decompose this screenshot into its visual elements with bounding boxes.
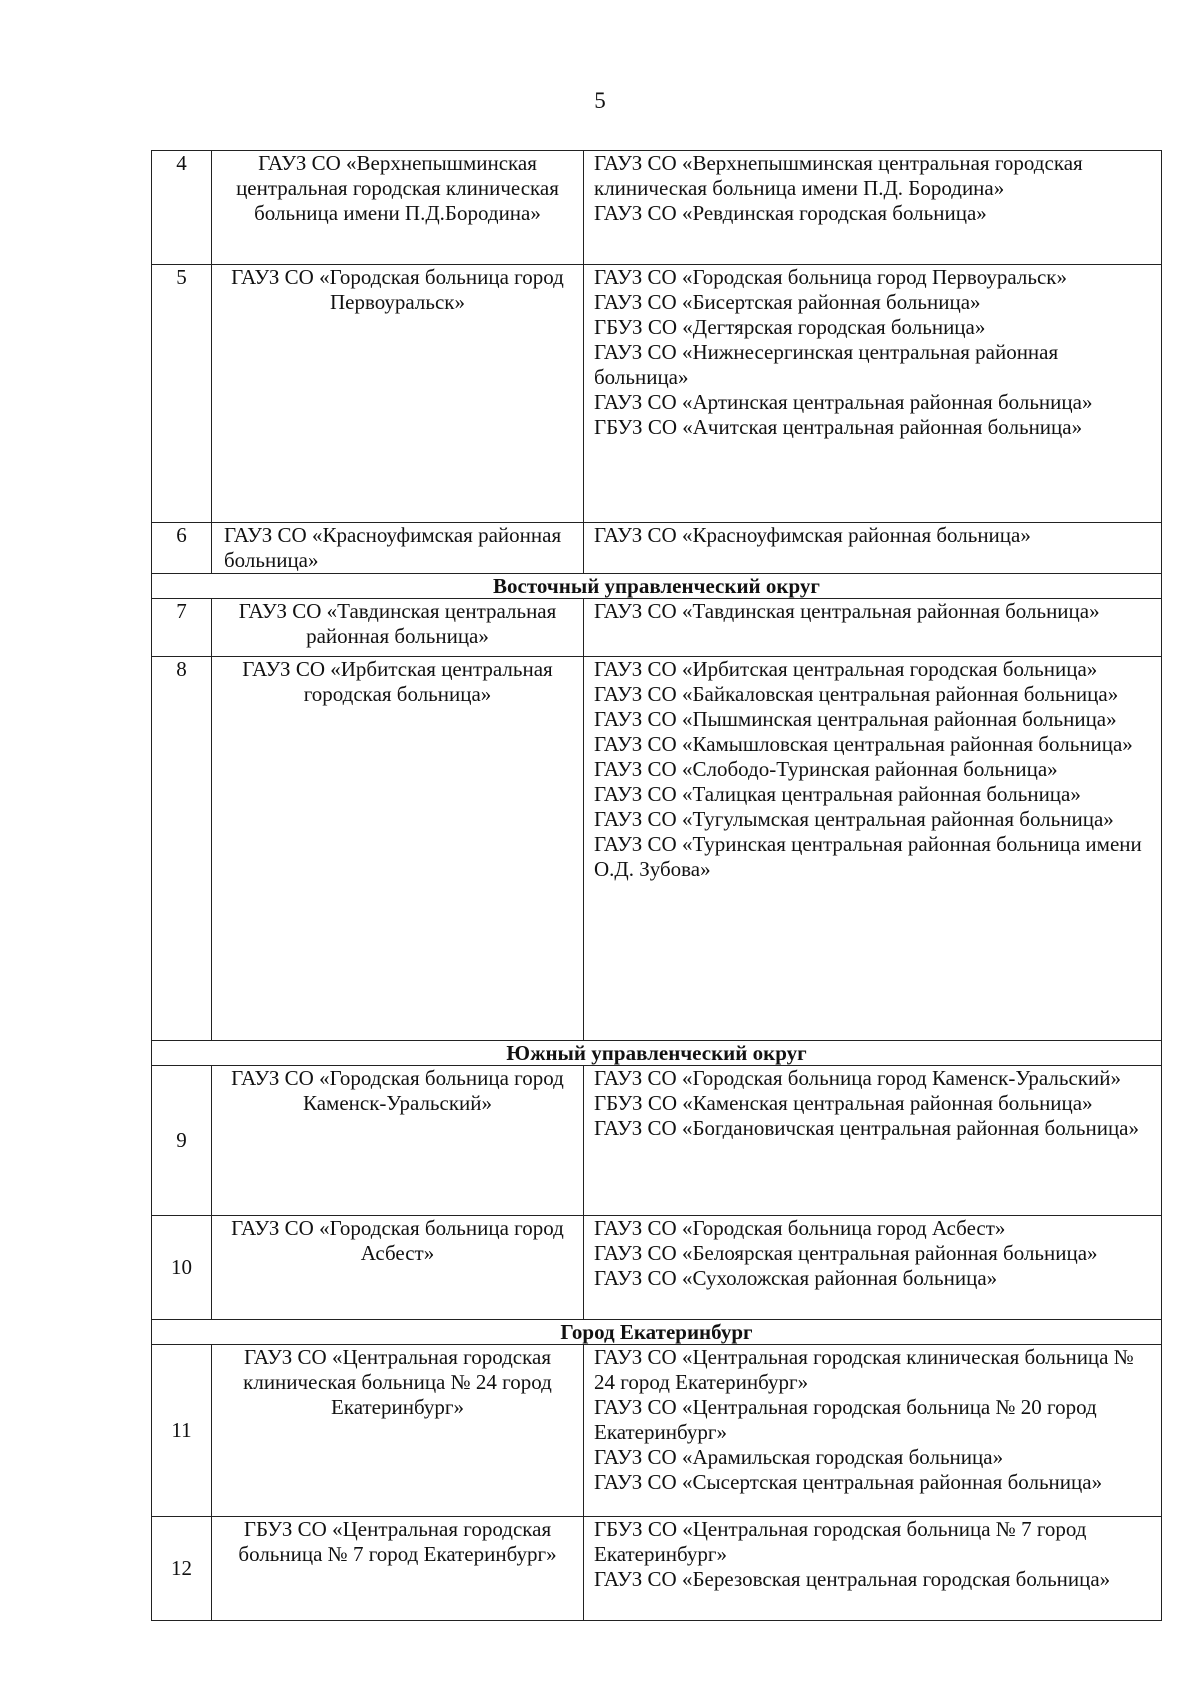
list-item: ГАУЗ СО «Сысертская центральная районная больница»: [594, 1470, 1103, 1494]
list-item: ГАУЗ СО «Байкаловская центральная районная больница»: [594, 682, 1119, 706]
main-hospital: ГАУЗ СО «Городская больница город Асбест»: [212, 1216, 584, 1320]
main-hospital: ГАУЗ СО «Центральная городская клиническая больница № 24 город Екатеринбург»: [212, 1345, 584, 1517]
list-item: ГАУЗ СО «Городская больница город Первоуральск»: [594, 265, 1067, 289]
list-item: ГАУЗ СО «Богдановичская центральная районная больница»: [594, 1116, 1140, 1140]
attached-hospitals: [584, 523, 1162, 574]
attached-hospitals: [584, 1517, 1162, 1621]
attached-hospitals: [584, 1066, 1162, 1216]
row-number: 9: [152, 1066, 212, 1216]
list-item: ГАУЗ СО «Талицкая центральная районная больница»: [594, 782, 1081, 806]
list-item: ГАУЗ СО «Арамильская городская больница»: [594, 1445, 1004, 1469]
list-item: ГАУЗ СО «Красноуфимская районная больница»: [594, 523, 1031, 547]
table-row: [152, 1066, 1162, 1216]
table-row: [152, 1517, 1162, 1621]
page-number: 5: [594, 88, 606, 113]
section-header-row: [152, 574, 1162, 599]
main-hospital: ГАУЗ СО «Тавдинская центральная районная больница»: [212, 599, 584, 657]
attached-hospitals: [584, 657, 1162, 1041]
list-item: ГАУЗ СО «Бисертская районная больница»: [594, 290, 981, 314]
section-title: Южный управленческий округ: [152, 1041, 1162, 1066]
hospital-table: [151, 150, 1162, 1621]
list-item: ГАУЗ СО «Городская больница город Каменск-Уральский»: [594, 1066, 1121, 1090]
attached-hospitals: [584, 151, 1162, 265]
list-item: ГАУЗ СО «Пышминская центральная районная больница»: [594, 707, 1117, 731]
section-header-row: [152, 1041, 1162, 1066]
list-item: ГАУЗ СО «Березовская центральная городская больница»: [594, 1567, 1111, 1591]
main-hospital: ГБУЗ СО «Центральная городская больница № 7 город Екатеринбург»: [212, 1517, 584, 1621]
main-hospital: ГАУЗ СО «Городская больница город Каменск-Уральский»: [212, 1066, 584, 1216]
list-item: ГБУЗ СО «Дегтярская городская больница»: [594, 315, 986, 339]
main-hospital: ГАУЗ СО «Ирбитская центральная городская больница»: [212, 657, 584, 1041]
list-item: ГАУЗ СО «Тугулымская центральная районная больница»: [594, 807, 1114, 831]
attached-hospitals: [584, 265, 1162, 523]
list-item: ГАУЗ СО «Слободо-Туринская районная больница»: [594, 757, 1058, 781]
list-item: ГАУЗ СО «Белоярская центральная районная больница»: [594, 1241, 1098, 1265]
main-hospital: ГАУЗ СО «Красноуфимская районная больница»: [212, 523, 584, 574]
list-item: ГАУЗ СО «Сухоложская районная больница»: [594, 1266, 998, 1290]
section-title: Город Екатеринбург: [152, 1320, 1162, 1345]
table-row: [152, 657, 1162, 1041]
row-number: 11: [152, 1345, 212, 1517]
list-item: ГАУЗ СО «Центральная городская клиническая больница № 24 город Екатеринбург»: [594, 1345, 1134, 1394]
section-header-row: [152, 1320, 1162, 1345]
list-item: ГАУЗ СО «Центральная городская больница № 20 город Екатеринбург»: [594, 1395, 1097, 1444]
row-number: 10: [152, 1216, 212, 1320]
list-item: ГАУЗ СО «Верхнепышминская центральная городская клиническая больница имени П.Д. Бородина»: [594, 151, 1083, 200]
list-item: ГБУЗ СО «Каменская центральная районная больница»: [594, 1091, 1093, 1115]
row-number: 4: [152, 151, 212, 265]
list-item: ГАУЗ СО «Артинская центральная районная больница»: [594, 390, 1093, 414]
table-row: [152, 265, 1162, 523]
row-number: 12: [152, 1517, 212, 1621]
main-hospital: ГАУЗ СО «Верхнепышминская центральная городская клиническая больница имени П.Д.Бородина»: [212, 151, 584, 265]
list-item: ГБУЗ СО «Ачитская центральная районная больница»: [594, 415, 1083, 439]
attached-hospitals: [584, 1345, 1162, 1517]
row-number: 6: [152, 523, 212, 574]
table-row: [152, 151, 1162, 265]
list-item: ГАУЗ СО «Нижнесергинская центральная районная больница»: [594, 340, 1059, 389]
section-title: Восточный управленческий округ: [152, 574, 1162, 599]
row-number: 7: [152, 599, 212, 657]
list-item: ГАУЗ СО «Камышловская центральная районная больница»: [594, 732, 1133, 756]
attached-hospitals: [584, 599, 1162, 657]
table-row: [152, 1216, 1162, 1320]
table-row: [152, 1345, 1162, 1517]
row-number: 8: [152, 657, 212, 1041]
list-item: ГАУЗ СО «Туринская центральная районная больница имени О.Д. Зубова»: [594, 832, 1142, 881]
table-row: [152, 523, 1162, 574]
attached-hospitals: [584, 1216, 1162, 1320]
row-number: 5: [152, 265, 212, 523]
list-item: ГАУЗ СО «Ревдинская городская больница»: [594, 201, 987, 225]
list-item: ГАУЗ СО «Городская больница город Асбест»: [594, 1216, 1006, 1240]
list-item: ГАУЗ СО «Ирбитская центральная городская больница»: [594, 657, 1098, 681]
list-item: ГАУЗ СО «Тавдинская центральная районная больница»: [594, 599, 1100, 623]
main-hospital: ГАУЗ СО «Городская больница город Первоуральск»: [212, 265, 584, 523]
list-item: ГБУЗ СО «Центральная городская больница № 7 город Екатеринбург»: [594, 1517, 1087, 1566]
table-row: [152, 599, 1162, 657]
